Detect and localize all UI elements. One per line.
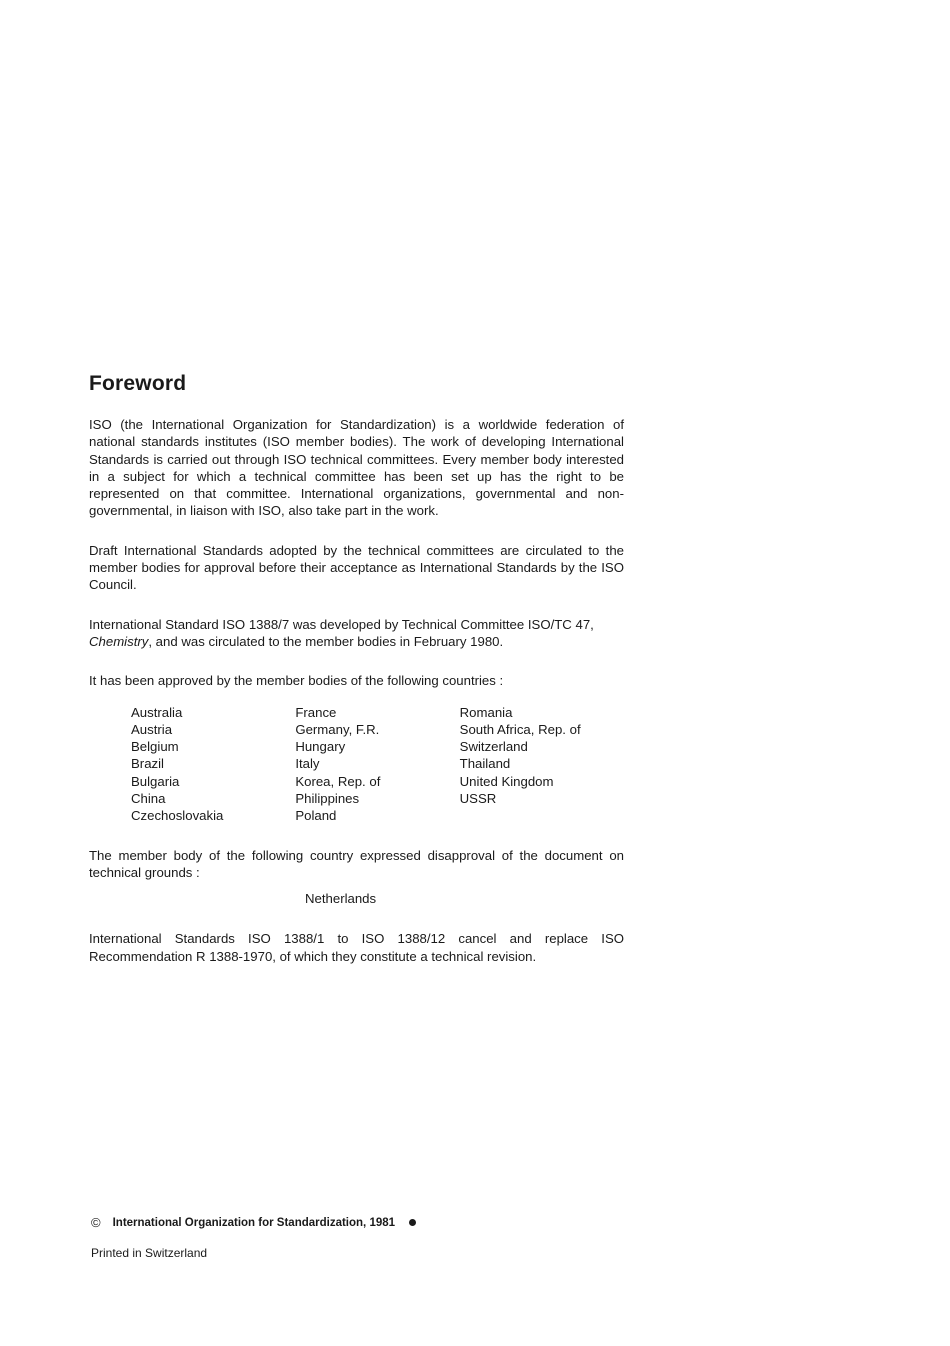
disapproving-country: Netherlands <box>305 891 377 907</box>
country-item: Switzerland <box>459 739 528 755</box>
country-item: Australia <box>131 704 183 720</box>
copyright-text: International Organization for Standardization, 1981 <box>112 1216 396 1229</box>
paragraph-approval: It has been approved by the member bodies of the following countries : <box>89 673 504 689</box>
page-footer <box>91 1215 416 1260</box>
country-item: South Africa, Rep. of <box>459 721 581 737</box>
country-item: United Kingdom <box>459 773 554 789</box>
country-item: Poland <box>295 808 337 824</box>
country-item: Belgium <box>131 739 179 755</box>
country-item: China <box>131 791 166 807</box>
paragraph-iso-description: ISO (the International Organization for Standardization) is a worldwide federation of national standards institutes (ISO member bodies). The work of developing International Standards is carried out through ISO technical committees. Every member body interested in a subject for which a technical committee has been set up has the right to be represented on that committee. International organizations, governmental and non-governmental, in liaison with ISO, also take part in the work. <box>89 417 624 519</box>
country-item: Austria <box>131 721 173 737</box>
countries-column-2 <box>295 704 459 825</box>
development-text-start: International Standard ISO 1388/7 was developed by Technical Committee ISO/TC 47, <box>89 616 594 632</box>
country-item: Bulgaria <box>131 773 180 789</box>
country-item: Hungary <box>295 739 346 755</box>
country-item: Philippines <box>295 791 360 807</box>
countries-column-3 <box>460 704 624 825</box>
countries-column-1 <box>131 704 295 825</box>
copyright-icon: © <box>91 1215 101 1230</box>
paragraph-development <box>89 616 624 651</box>
foreword-section <box>89 372 624 987</box>
country-item: USSR <box>459 791 497 807</box>
paragraph-disapproval: The member body of the following country expressed disapproval of the document on technical grounds : <box>89 847 624 880</box>
country-item: Italy <box>295 756 320 772</box>
page-title: Foreword <box>89 372 187 395</box>
country-item: Germany, F.R. <box>295 721 380 737</box>
bullet-icon <box>409 1219 416 1226</box>
approving-countries-list <box>131 704 624 825</box>
paragraph-revision: International Standards ISO 1388/1 to ISO 1388/12 cancel and replace ISO Recommendation R 1388-1970, of which they constitute a technical revision. <box>89 931 624 964</box>
country-item: Brazil <box>131 756 164 772</box>
country-item: Romania <box>459 704 513 720</box>
country-item: Czechoslovakia <box>131 808 224 824</box>
paragraph-draft-standards: Draft International Standards adopted by the technical committees are circulated to the member bodies for approval before their acceptance as International Standards by the ISO Council. <box>89 542 624 593</box>
copyright-line <box>91 1215 416 1230</box>
country-item: Korea, Rep. of <box>295 773 381 789</box>
development-text-end: , and was circulated to the member bodies in February 1980. <box>148 633 504 649</box>
country-item: France <box>295 704 337 720</box>
committee-name: Chemistry <box>89 633 149 649</box>
printed-location: Printed in Switzerland <box>91 1246 208 1260</box>
country-item: Thailand <box>459 756 511 772</box>
